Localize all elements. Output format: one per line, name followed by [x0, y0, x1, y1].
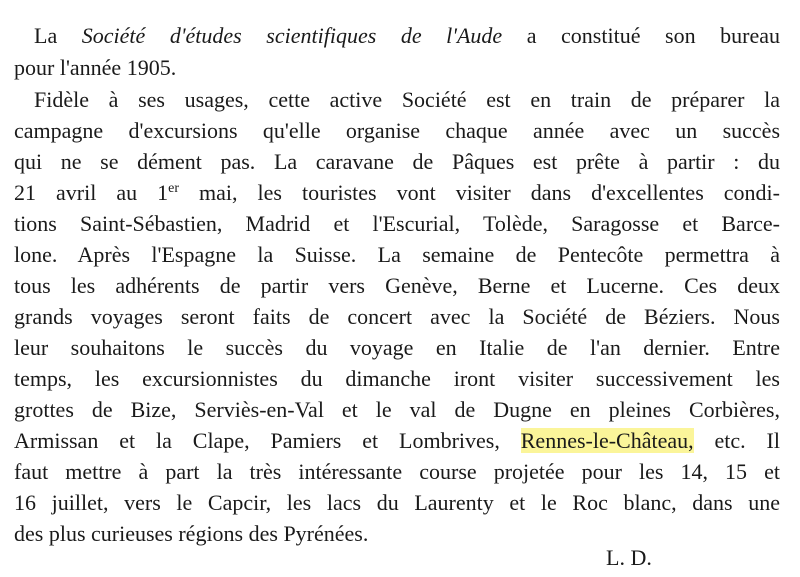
text-line: 16 juillet, vers le Capcir, les lacs du Laurenty et le Roc blanc, dans une — [14, 490, 780, 515]
text-line: pour l'année 1905. — [14, 55, 177, 80]
text-line: Fidèle à ses usages, cette active Société est en train de préparer la — [34, 87, 780, 112]
text-line — [14, 428, 780, 454]
signature: L. D. — [606, 545, 652, 570]
text-line: faut mettre à part la très intéressante course projetée pour les 14, 15 et — [14, 459, 780, 484]
text-line: tions Saint-Sébastien, Madrid et l'Escurial, Tolède, Saragosse et Barce- — [14, 211, 780, 236]
text-line: leur souhaitons le succès du voyage en Italie de l'an dernier. Entre — [14, 335, 780, 360]
society-name: Société d'études scientifiques de l'Aude — [81, 23, 503, 48]
text-line: campagne d'excursions qu'elle organise chaque année avec un succès — [14, 118, 780, 143]
text-fragment: Armissan et la Clape, Pamiers et Lombrives, — [14, 428, 521, 453]
text-fragment: 21 avril au 1 — [14, 180, 169, 205]
text-line: temps, les excursionnistes du dimanche iront visiter successivement les — [14, 366, 780, 391]
text-line: lone. Après l'Espagne la Suisse. La semaine de Pentecôte permettra à — [14, 242, 780, 267]
text-fragment: etc. Il — [693, 428, 780, 453]
text-line: grands voyages seront faits de concert avec la Société de Béziers. Nous — [14, 304, 780, 329]
text-line — [14, 180, 780, 206]
text-line: grottes de Bize, Serviès-en-Val et le val de Dugne en pleines Corbières, — [14, 397, 780, 422]
text-line: tous les adhérents de partir vers Genève, Berne et Lucerne. Ces deux — [14, 273, 780, 298]
text-fragment: La — [34, 23, 82, 48]
text-line — [34, 23, 780, 49]
superscript: er — [168, 181, 180, 196]
text-line: qui ne se dément pas. La caravane de Pâques est prête à partir : du — [14, 149, 780, 174]
text-fragment: mai, les touristes vont visiter dans d'excellentes condi- — [179, 180, 780, 205]
text-line: des plus curieuses régions des Pyrénées. — [14, 521, 369, 546]
text-fragment: a constitué son bureau — [502, 23, 780, 48]
highlighted-place-name: Rennes-le-Château, — [520, 428, 694, 453]
